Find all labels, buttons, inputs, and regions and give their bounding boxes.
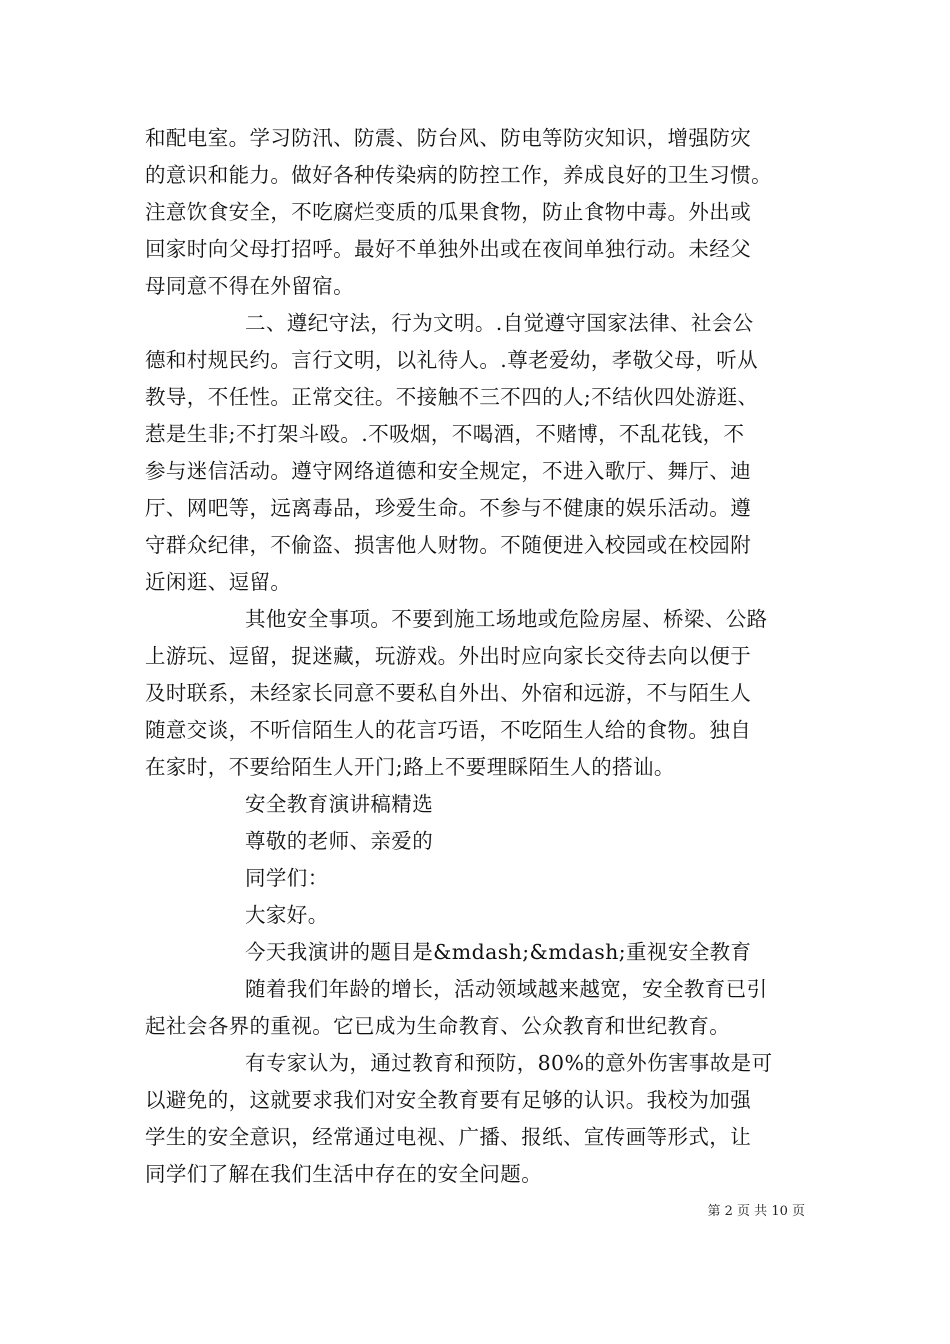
paragraph-start-line: 二、遵纪守法，行为文明。.自觉遵守国家法律、社会公 — [245, 311, 754, 335]
text-line: 起社会各界的重视。它已成为生命教育、公众教育和世纪教育。 — [145, 1014, 731, 1038]
greeting-line: 同学们： — [245, 866, 329, 890]
text-line: 惹是生非;不打架斗殴。.不吸烟，不喝酒，不赌博，不乱花钱，不 — [145, 422, 745, 446]
text-line: 厅、网吧等，远离毒品，珍爱生命。不参与不健康的娱乐活动。遵 — [145, 496, 752, 520]
text-line: 近闲逛、逗留。 — [145, 570, 292, 594]
text-line: 同学们了解在我们生活中存在的安全问题。 — [145, 1162, 543, 1186]
speech-title: 安全教育演讲稿精选 — [245, 792, 434, 816]
text-line: 守群众纪律，不偷盗、损害他人财物。不随便进入校园或在校园附 — [145, 533, 752, 557]
paragraph-start-line: 有专家认为，通过教育和预防，80%的意外伤害事故是可 — [245, 1051, 773, 1075]
greeting-line: 尊敬的老师、亲爱的 — [245, 829, 434, 853]
paragraph-start-line: 其他安全事项。不要到施工场地或危险房屋、桥梁、公路 — [245, 607, 768, 631]
text-line: 学生的安全意识，经常通过电视、广播、报纸、宣传画等形式，让 — [145, 1125, 752, 1149]
text-line: 上游玩、逗留，捉迷藏，玩游戏。外出时应向家长交待去向以便于 — [145, 644, 752, 668]
text-line: 的意识和能力。做好各种传染病的防控工作，养成良好的卫生习惯。 — [145, 163, 772, 187]
greeting-line: 大家好。 — [245, 903, 329, 927]
paragraph-start-line: 随着我们年龄的增长，活动领域越来越宽，安全教育已引 — [245, 977, 768, 1001]
text-line: 母同意不得在外留宿。 — [145, 274, 354, 298]
text-line: 和配电室。学习防汛、防震、防台风、防电等防灾知识，增强防灾 — [145, 126, 752, 150]
text-line: 在家时，不要给陌生人开门;路上不要理睬陌生人的搭讪。 — [145, 755, 675, 779]
text-line: 随意交谈，不听信陌生人的花言巧语，不吃陌生人给的食物。独自 — [145, 718, 752, 742]
text-line: 注意饮食安全，不吃腐烂变质的瓜果食物，防止食物中毒。外出或 — [145, 200, 752, 224]
text-line: 以避免的，这就要求我们对安全教育要有足够的认识。我校为加强 — [145, 1088, 752, 1112]
text-line: 及时联系，未经家长同意不要私自外出、外宿和远游，不与陌生人 — [145, 681, 752, 705]
text-line: 参与迷信活动。遵守网络道德和安全规定，不进入歌厅、舞厅、迪 — [145, 459, 752, 483]
text-line: 回家时向父母打招呼。最好不单独外出或在夜间单独行动。未经父 — [145, 237, 752, 261]
body-text — [145, 120, 810, 1193]
page-number: 第 2 页 共 10 页 — [707, 1204, 805, 1219]
speech-topic-line: 今天我演讲的题目是&mdash;&mdash;重视安全教育 — [245, 940, 752, 964]
text-line: 德和村规民约。言行文明，以礼待人。.尊老爱幼，孝敬父母，听从 — [145, 348, 759, 372]
text-line: 教导，不任性。正常交往。不接触不三不四的人;不结伙四处游逛、 — [145, 385, 759, 409]
